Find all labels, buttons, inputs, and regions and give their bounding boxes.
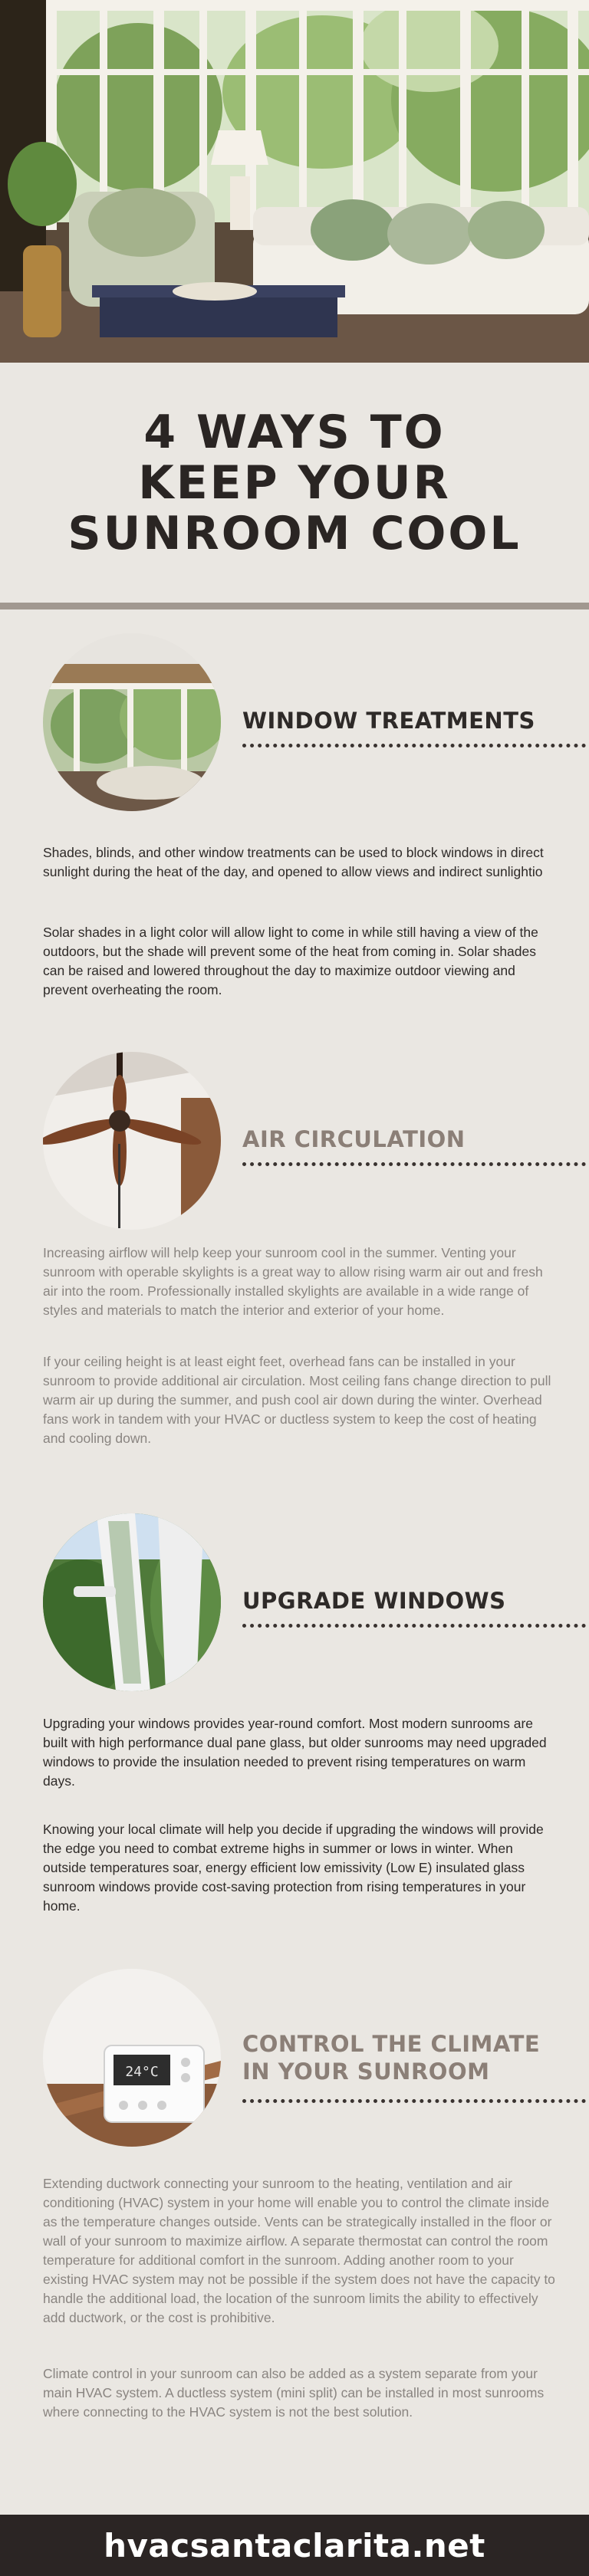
open-window-photo bbox=[43, 1513, 221, 1691]
paragraph: Shades, blinds, and other window treatments can be used to block windows in direct sunlight during the heat of the day, and opened to allow views and indirect sunlightio bbox=[43, 845, 544, 879]
ceiling-fan-photo bbox=[43, 1052, 221, 1230]
heading-dotted-rule bbox=[242, 744, 586, 748]
thermostat-reading: 24°C bbox=[125, 2064, 159, 2080]
footer bbox=[0, 2515, 589, 2576]
website-link[interactable]: hvacsantaclarita.net bbox=[104, 2526, 485, 2564]
paragraph: Knowing your local climate will help you decide if upgrading the windows will provide the edge you need to combat extreme highs in summer or lows in winter. When outside temperatures soar, energy efficient low emissivity (Low E) insulated glass sunroom windows provide cost-saving protection from rising temperatures in your home. bbox=[43, 1822, 544, 1914]
paragraph: Increasing airflow will help keep your sunroom cool in the summer. Venting your sunroom with operable skylights is a great way to allow rising warm air out and fresh air into the room. Professionally installed skylights are available in a wide range of styles and materials to match the interior and exterior of your home. bbox=[43, 1245, 543, 1318]
heading-dotted-rule bbox=[242, 1162, 586, 1166]
heading-dotted-rule bbox=[242, 1624, 586, 1628]
title-line-1: 4 WAYS TO bbox=[143, 405, 446, 459]
title-line-2: KEEP YOUR bbox=[138, 455, 451, 510]
hero-sunroom-photo bbox=[0, 0, 589, 363]
section-heading-upgrade-windows: UPGRADE WINDOWS bbox=[242, 1588, 506, 1614]
sunroom-windows-photo bbox=[43, 633, 221, 811]
title-line-3: SUNROOM COOL bbox=[67, 506, 522, 560]
title-block bbox=[0, 363, 589, 603]
paragraph: Climate control in your sunroom can also be added as a system separate from your main HVAC system. A ductless system (mini split) can be installed in most sunrooms where connecting to the HVAC system is not the best solution. bbox=[43, 2366, 545, 2420]
paragraph: If your ceiling height is at least eight feet, overhead fans can be installed in your sunroom to provide additional air circulation. Most ceiling fans change direction to pull warm air up during the summer, and push cool air down during the winter. Overhead fans work in tandem with your HVAC or ductless system to keep the cost of heating and cooling down. bbox=[43, 1354, 551, 1446]
paragraph: Upgrading your windows provides year-round comfort. Most modern sunrooms are built with high performance dual pane glass, but older sunrooms may need upgraded windows to provide the insulation needed to prevent rising temperatures on warm days. bbox=[43, 1716, 547, 1789]
section-heading-window-treatments: WINDOW TREATMENTS bbox=[242, 708, 535, 734]
title-divider bbox=[0, 603, 589, 610]
page-title bbox=[67, 407, 521, 559]
heading-dotted-rule bbox=[242, 2099, 586, 2103]
paragraph: Solar shades in a light color will allow light to come in while still having a view of the outdoors, but the shade will prevent some of the heat from coming in. Solar shades can be raised and lowered throughout the day to maximize outdoor viewing and prevent overheating the room. bbox=[43, 925, 538, 997]
thermostat-photo bbox=[43, 1969, 221, 2147]
paragraph: Extending ductwork connecting your sunroom to the heating, ventilation and air conditioning (HVAC) system in your home will enable you to control the climate inside as the temperature changes outside. Vents can be strategically installed in the floor or wall of your sunroom to maximize airflow. A separate thermostat can control the room temperature for additional comfort in the sunroom. Adding another room to your existing HVAC system may not be possible if the system does not have the capacity to handle the additional load, the location of the sunroom limits the ability to effectively add ductwork, or the cost is prohibitive. bbox=[43, 2176, 555, 2325]
section-heading-control-the-climate: CONTROL THE CLIMATE IN YOUR SUNROOM bbox=[242, 2031, 541, 2085]
section-heading-air-circulation: AIR CIRCULATION bbox=[242, 1126, 466, 1152]
